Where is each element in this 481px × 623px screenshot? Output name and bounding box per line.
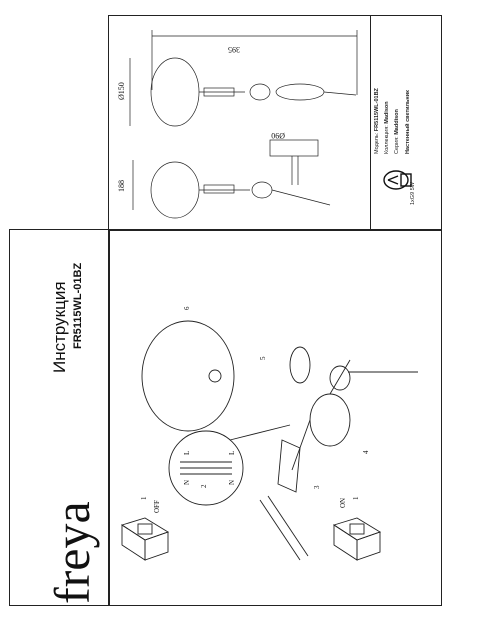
- spec-model-label: Модель:: [374, 132, 380, 154]
- switch-off-step: 1: [140, 496, 148, 500]
- dim-length: 395: [228, 45, 240, 54]
- model-code: FR5115WL-01BZ: [72, 262, 84, 349]
- bulb-icon: [384, 171, 411, 189]
- step-marker-4: 4: [362, 450, 370, 454]
- spec-series-value: Maddison: [394, 109, 400, 135]
- spec-collection-label: Коллекция:: [384, 125, 390, 154]
- switch-on-box: [334, 518, 380, 560]
- dimension-drawing-side: [133, 140, 330, 218]
- step-marker-5: 5: [259, 356, 267, 360]
- wire-label-l1: L: [183, 450, 191, 455]
- step-marker-6: 6: [183, 306, 191, 310]
- switch-on-label: ON: [339, 497, 347, 508]
- step-marker-2: 2: [200, 484, 208, 488]
- switch-off-box: [122, 518, 168, 560]
- switch-on-step: 1: [352, 496, 360, 500]
- wire-label-n1: N: [183, 479, 191, 485]
- wire-label-n2: N: [228, 479, 236, 485]
- dim-diameter: Ø150: [117, 82, 126, 100]
- dim-height: 188: [117, 180, 126, 192]
- document-title: Инструкция: [50, 281, 69, 373]
- step-marker-3: 3: [313, 485, 321, 489]
- dim-base: Ø90: [271, 131, 285, 140]
- brand-logo: freya: [44, 501, 100, 604]
- switch-off-label: OFF: [153, 500, 161, 513]
- disc-shade: [142, 321, 234, 431]
- spec-model-value: FR5115WL-01BZ: [374, 88, 380, 132]
- spec-series-label: Серия:: [394, 136, 400, 154]
- spec-type-value: Настенный светильник: [405, 90, 411, 154]
- bulb-caption: 1xG9 5W: [410, 182, 416, 205]
- dimension-drawing-top: [130, 30, 357, 126]
- wire-label-l2: L: [228, 450, 236, 455]
- spec-collection-value: Madison: [384, 101, 390, 124]
- wiring-detail: [169, 425, 290, 505]
